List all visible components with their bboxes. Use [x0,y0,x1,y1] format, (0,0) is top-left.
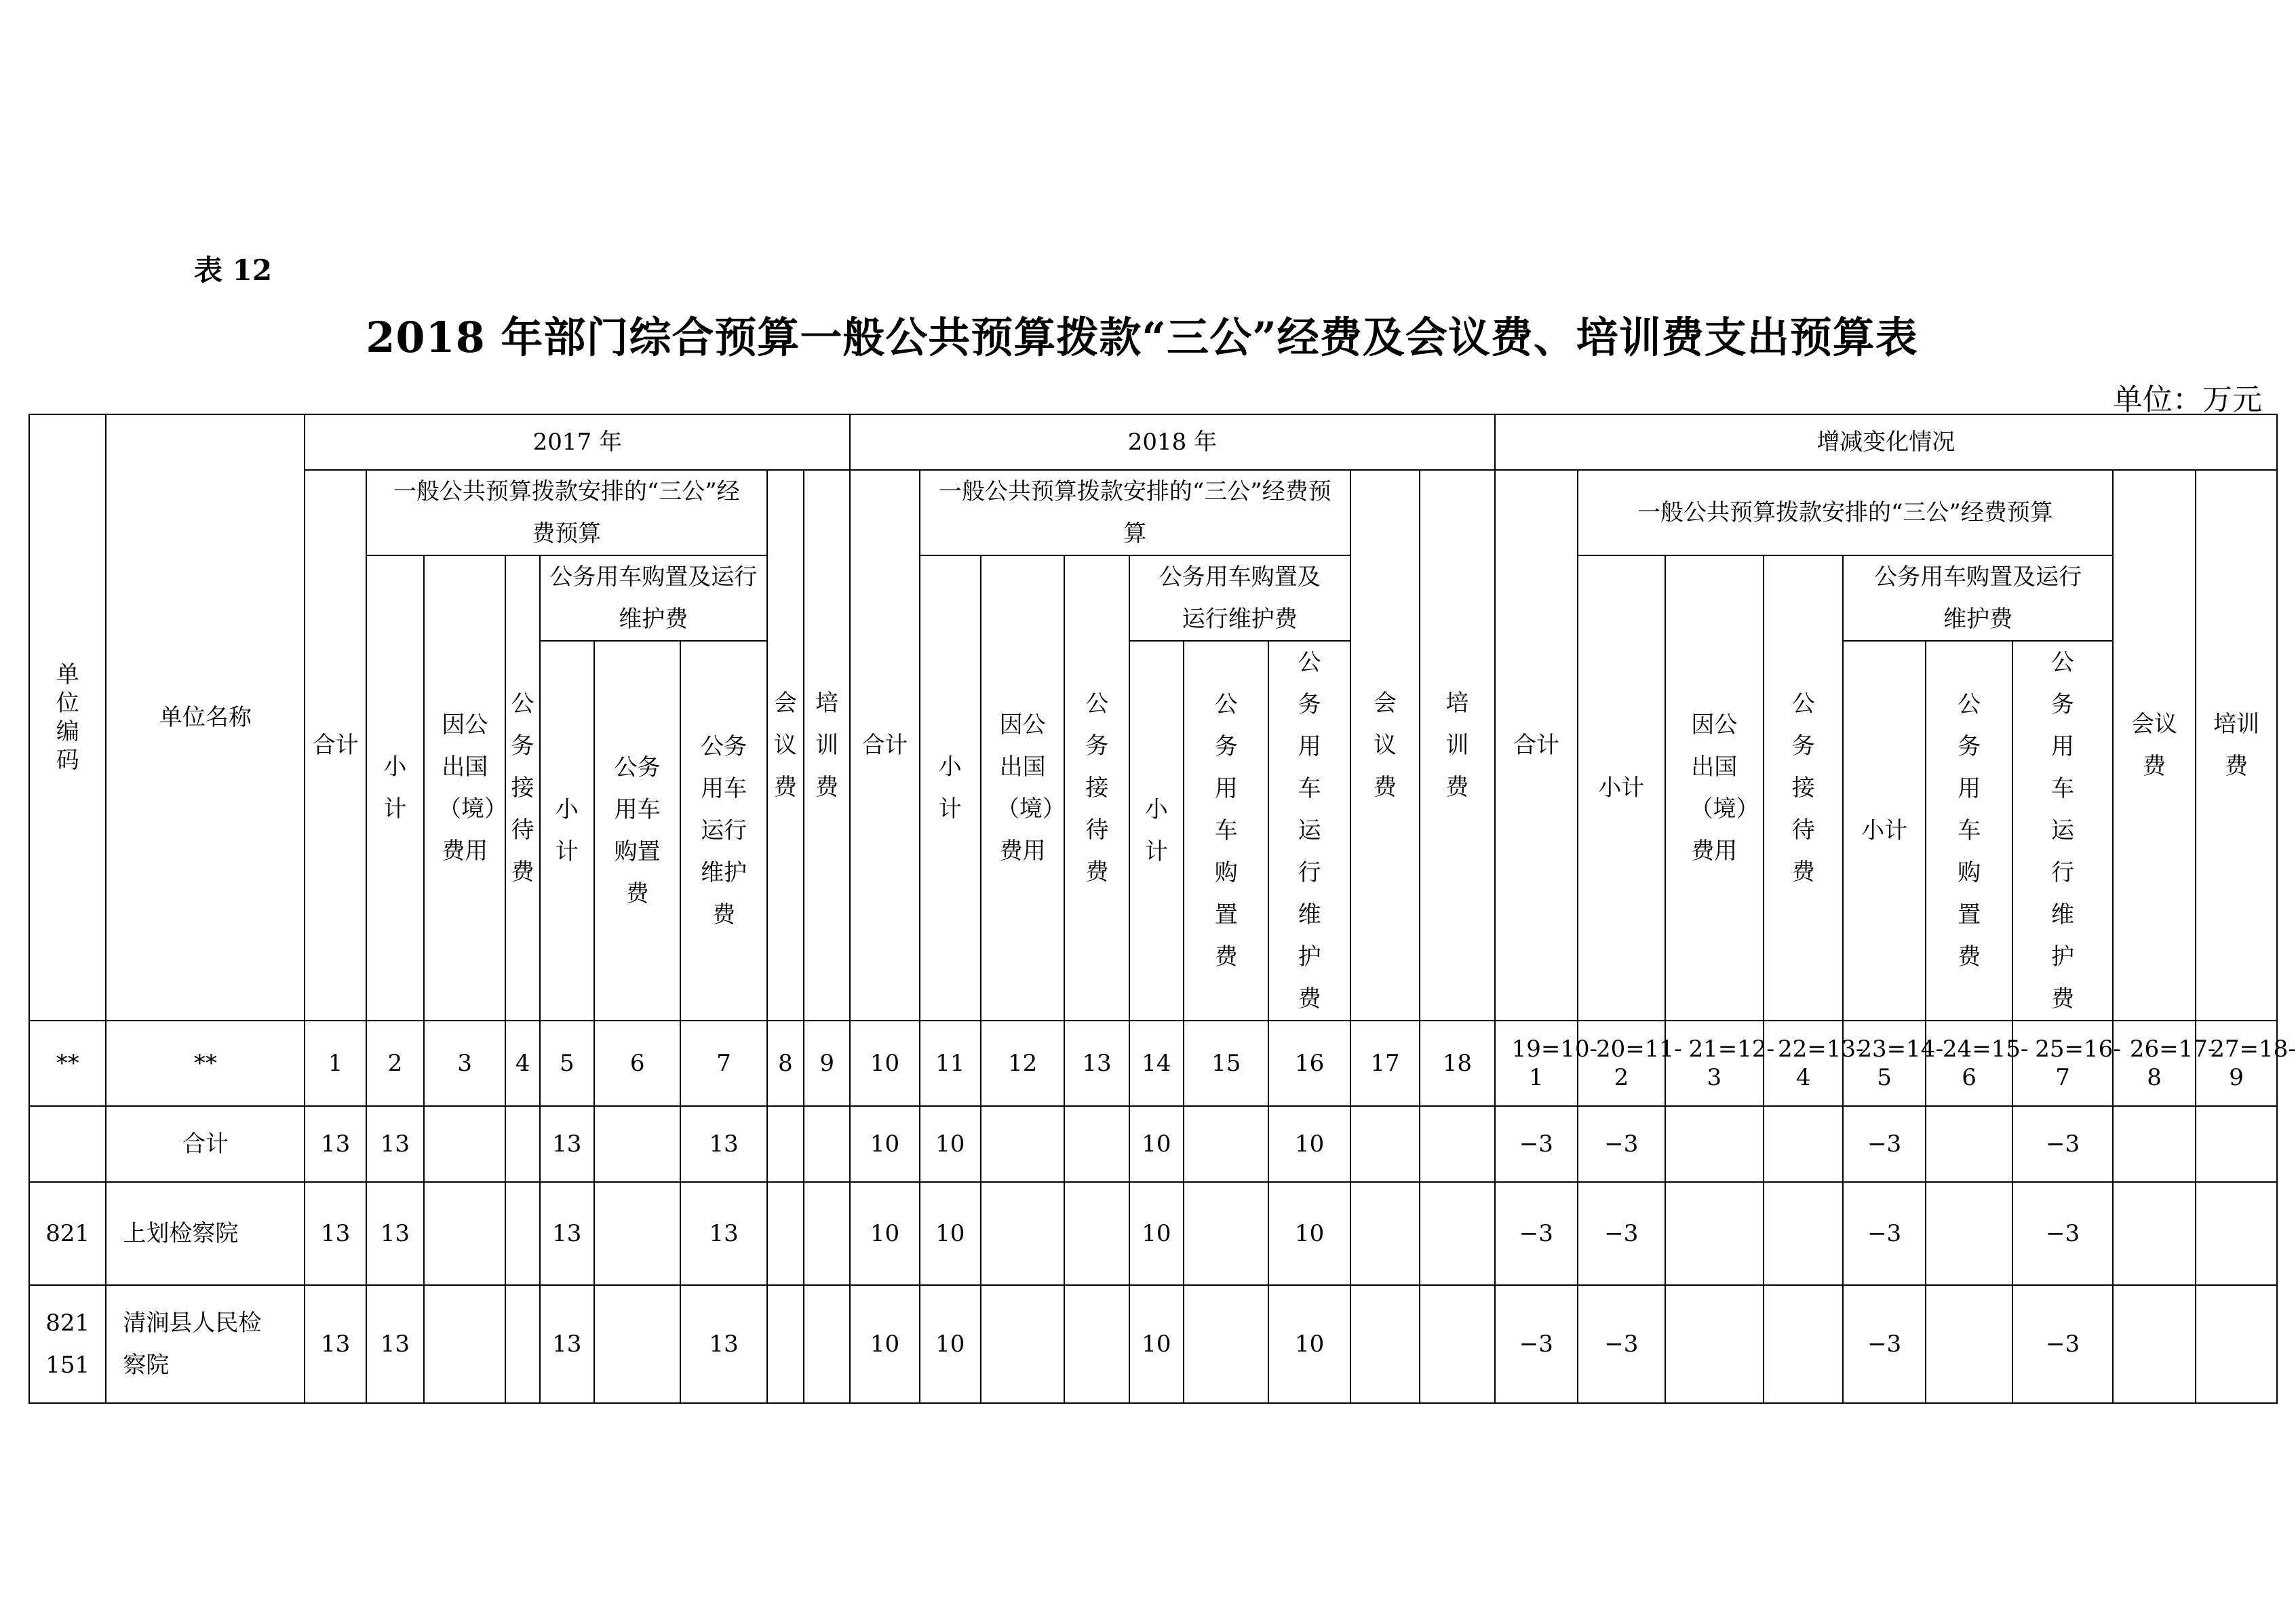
header-year-2017: 2017 年 [305,414,850,470]
table-cell [1665,1106,1764,1182]
table-cell: −3 [2012,1106,2113,1182]
index-cell: 9 [804,1021,850,1106]
table-cell: 10 [920,1182,981,1285]
table-cell [424,1285,505,1403]
table-cell [29,1106,106,1182]
table-cell [1764,1106,1843,1182]
table-cell [981,1182,1064,1285]
header-2018-subtotal: 小计 [920,555,981,1021]
index-cell: ** [29,1021,106,1106]
table-cell [2196,1285,2277,1403]
index-cell: 24=15-6 [1926,1021,2012,1106]
header-2017-total: 合计 [305,470,366,1021]
table-cell [2196,1106,2277,1182]
table-cell [804,1285,850,1403]
header-change-sangong: 一般公共预算拨款安排的“三公”经费预算 [1578,470,2113,555]
header-change-vehicle: 公务用车购置及运行维护费 [1843,555,2112,641]
table-cell [1064,1182,1129,1285]
index-row [29,1021,2277,1106]
table-cell: 13 [305,1182,366,1285]
header-2017-sangong: 一般公共预算拨款安排的“三公”经费预算 [366,470,767,555]
table-cell: 清涧县人民检察院 [106,1285,305,1403]
table-cell: −3 [2012,1182,2113,1285]
index-cell: 6 [594,1021,680,1106]
table-cell: 13 [680,1182,766,1285]
table-cell: 上划检察院 [106,1182,305,1285]
header-change-abroad: 因公出国（境）费用 [1665,555,1764,1021]
header-2018-meeting: 会议费 [1350,470,1420,1021]
table-row [29,1285,2277,1403]
table-cell [1350,1182,1420,1285]
header-2018-vehicle-subtotal: 小计 [1129,641,1184,1021]
table-cell: 13 [680,1285,766,1403]
table-cell [594,1106,680,1182]
index-cell: 2 [366,1021,424,1106]
table-cell [1665,1285,1764,1403]
index-cell: 19=10-1 [1495,1021,1578,1106]
table-cell: 13 [305,1285,366,1403]
table-cell: −3 [1843,1106,1925,1182]
table-cell: −3 [1843,1285,1925,1403]
header-change-reception: 公务接待费 [1764,555,1843,1021]
index-cell: 21=12-3 [1665,1021,1764,1106]
index-cell: 14 [1129,1021,1184,1106]
index-cell: 10 [850,1021,919,1106]
table-cell: 10 [920,1106,981,1182]
index-cell: 25=16-7 [2012,1021,2113,1106]
table-cell: 13 [680,1106,766,1182]
index-cell: 26=17-8 [2113,1021,2196,1106]
index-cell: ** [106,1021,305,1106]
index-cell: 22=13-4 [1764,1021,1843,1106]
table-cell [1350,1285,1420,1403]
table-cell [1064,1285,1129,1403]
header-2018-vehicle-operation: 公务用车运行维护费 [1268,641,1350,1021]
table-cell [767,1106,804,1182]
header-2018-vehicle-purchase: 公务用车购置费 [1184,641,1268,1021]
table-cell: −3 [1495,1182,1578,1285]
header-2017-vehicle-subtotal: 小计 [540,641,594,1021]
table-cell: 13 [366,1182,424,1285]
table-cell: −3 [2012,1285,2113,1403]
table-row [29,1182,2277,1285]
table-cell: 合计 [106,1106,305,1182]
index-cell: 11 [920,1021,981,1106]
index-cell: 15 [1184,1021,1268,1106]
table-cell [594,1285,680,1403]
table-cell [2113,1106,2196,1182]
table-cell: 10 [1268,1182,1350,1285]
table-cell [767,1285,804,1403]
header-change-vehicle-subtotal: 小计 [1843,641,1925,1021]
table-cell: −3 [1578,1182,1665,1285]
table-cell [1184,1106,1268,1182]
table-cell: 10 [1129,1182,1184,1285]
header-change: 增减变化情况 [1495,414,2277,470]
header-2018-total: 合计 [850,470,919,1021]
table-cell [505,1182,539,1285]
table-cell [594,1182,680,1285]
table-cell [505,1285,539,1403]
table-cell [2113,1285,2196,1403]
index-cell: 5 [540,1021,594,1106]
unit-label: 单位：万元 [2113,382,2262,417]
header-2017-meeting: 会议费 [767,470,804,1021]
index-cell: 23=14-5 [1843,1021,1925,1106]
table-cell [424,1182,505,1285]
header-2017-vehicle: 公务用车购置及运行维护费 [540,555,767,641]
table-cell: 13 [366,1285,424,1403]
table-cell [1665,1182,1764,1285]
index-cell: 18 [1420,1021,1494,1106]
index-cell: 20=11-2 [1578,1021,1665,1106]
table-cell [1926,1285,2012,1403]
table-cell [1420,1106,1494,1182]
table-cell [804,1106,850,1182]
header-change-subtotal: 小计 [1578,555,1665,1021]
header-2018-training: 培训费 [1420,470,1494,1021]
table-cell: −3 [1495,1106,1578,1182]
table-cell: 10 [1268,1106,1350,1182]
table-cell: 10 [850,1285,919,1403]
table-cell [1926,1182,2012,1285]
table-cell: 10 [1268,1285,1350,1403]
table-cell: 10 [1129,1285,1184,1403]
index-cell: 3 [424,1021,505,1106]
header-2017-reception: 公务接待费 [505,555,539,1021]
table-cell [2113,1182,2196,1285]
header-change-vehicle-operation: 公务用车运行维护费 [2012,641,2113,1021]
index-cell: 17 [1350,1021,1420,1106]
table-cell [1184,1285,1268,1403]
table-cell [1350,1106,1420,1182]
index-cell: 27=18-9 [2196,1021,2277,1106]
table-cell: 13 [305,1106,366,1182]
table-cell [981,1285,1064,1403]
header-2018-abroad: 因公出国（境）费用 [981,555,1064,1021]
header-2017-abroad: 因公出国（境）费用 [424,555,505,1021]
table-cell: 10 [1129,1106,1184,1182]
table-cell: 13 [540,1106,594,1182]
table-cell [1420,1285,1494,1403]
header-2017-subtotal: 小计 [366,555,424,1021]
table-cell: −3 [1578,1285,1665,1403]
table-cell: 10 [920,1285,981,1403]
header-2017-training: 培训费 [804,470,850,1021]
budget-table [28,414,2296,1404]
header-2018-reception: 公务接待费 [1064,555,1129,1021]
table-cell [1764,1285,1843,1403]
index-cell: 16 [1268,1021,1350,1106]
table-cell: −3 [1578,1106,1665,1182]
table-cell: 821151 [29,1285,106,1403]
table-cell [505,1106,539,1182]
header-unit-code: 单位编码 [29,414,106,1021]
header-2018-sangong: 一般公共预算拨款安排的“三公”经费预算 [920,470,1350,555]
index-cell: 4 [505,1021,539,1106]
table-cell [767,1182,804,1285]
table-cell: −3 [1495,1285,1578,1403]
header-2017-vehicle-operation: 公务用车运行维护费 [680,641,766,1021]
header-year-2018: 2018 年 [850,414,1494,470]
header-2018-vehicle: 公务用车购置及运行维护费 [1129,555,1350,641]
document-title: 2018 年部门综合预算一般公共预算拨款“三公”经费及会议费、培训费支出预算表 [366,313,1918,362]
table-cell [1064,1106,1129,1182]
table-cell: 13 [540,1182,594,1285]
table-cell [1926,1106,2012,1182]
table-cell: 13 [366,1106,424,1182]
table-cell: 13 [540,1285,594,1403]
index-cell: 1 [305,1021,366,1106]
header-2017-vehicle-purchase: 公务用车购置费 [594,641,680,1021]
index-cell: 7 [680,1021,766,1106]
table-cell [2196,1182,2277,1285]
table-cell [981,1106,1064,1182]
table-cell: −3 [1843,1182,1925,1285]
header-change-total: 合计 [1495,470,1578,1021]
table-cell [1184,1182,1268,1285]
header-unit-name: 单位名称 [106,414,305,1021]
table-cell [424,1106,505,1182]
index-cell: 8 [767,1021,804,1106]
index-cell: 12 [981,1021,1064,1106]
table-cell: 821 [29,1182,106,1285]
table-cell [1420,1182,1494,1285]
table-cell: 10 [850,1182,919,1285]
header-change-training: 培训费 [2196,470,2277,1021]
header-change-meeting: 会议费 [2113,470,2196,1021]
table-cell [804,1182,850,1285]
header-change-vehicle-purchase: 公务用车购置费 [1926,641,2012,1021]
table-cell [1764,1182,1843,1285]
table-number: 表 12 [194,254,273,287]
table-row [29,1106,2277,1182]
table-cell: 10 [850,1106,919,1182]
index-cell: 13 [1064,1021,1129,1106]
